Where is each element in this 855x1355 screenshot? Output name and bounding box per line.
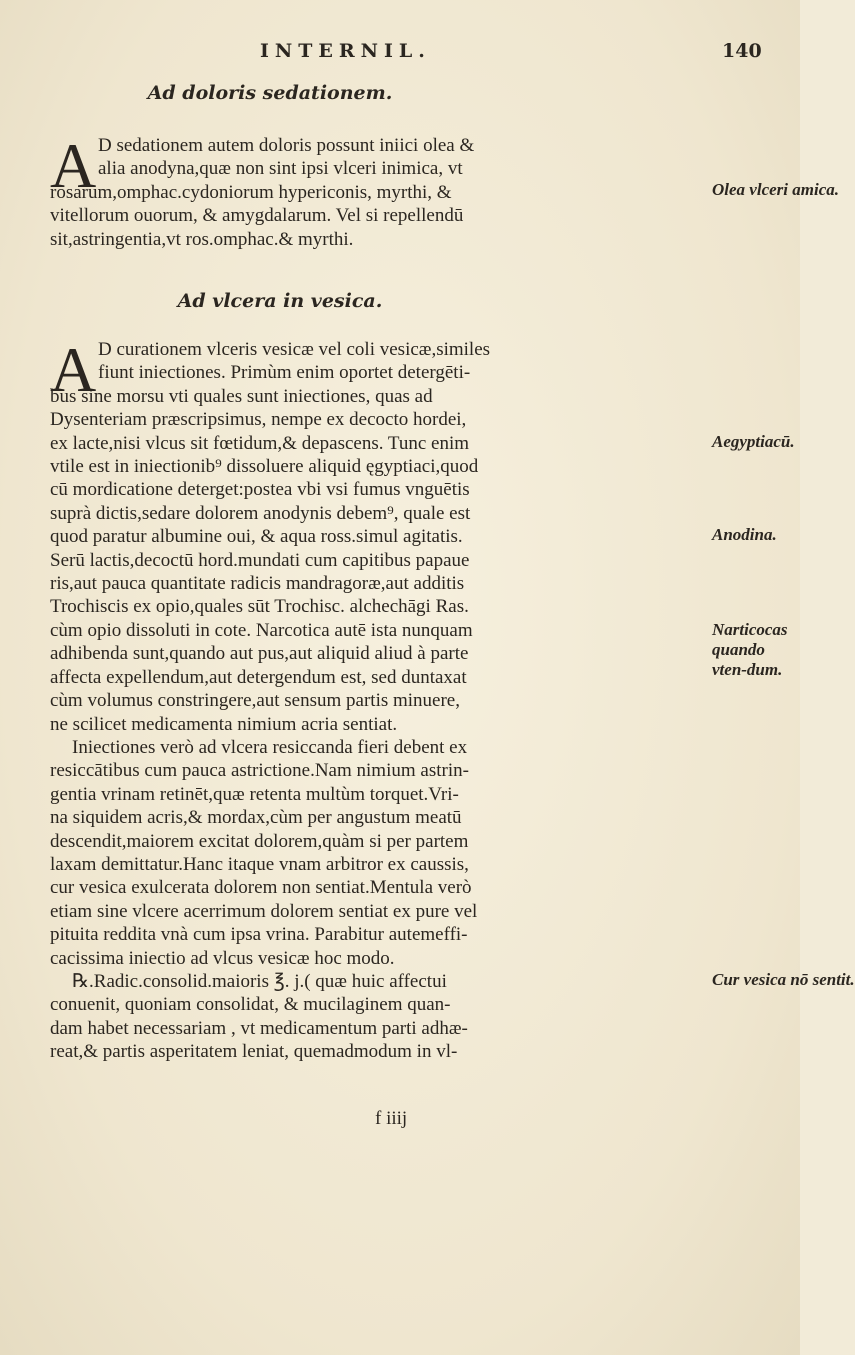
recipe-line: ℞.Radic.consolid.maioris ℥. j.( quæ huic affectui <box>72 970 447 992</box>
text-line: etiam sine vlcere acerrimum dolorem sentiat ex pure vel <box>50 900 478 922</box>
text-line: na siquidem acris,& mordax,cùm per angustum meatū <box>50 807 462 829</box>
text-line: affecta expellendum,aut detergendum est, sed duntaxat <box>50 666 467 688</box>
margin-note-olea: Olea vlceri amica. <box>712 180 839 199</box>
text-line: adhibenda sunt,quando aut pus,aut aliquid aliud à parte <box>50 643 469 665</box>
recipe-line: dam habet necessariam , vt medicamentum parti adhæ- <box>50 1017 468 1039</box>
text-line: ne scilicet medicamenta nimium acria sentiat. <box>50 713 398 735</box>
text-line: gentia vrinam retinēt,quæ retenta multùm torquet.Vri- <box>50 783 459 805</box>
margin-note-aegyptiacum: Aegyptiacū. <box>712 432 795 451</box>
dropcap-1: A <box>50 130 97 201</box>
text-line: bus sine morsu vti quales sunt iniectiones, quas ad <box>50 385 433 407</box>
margin-note-narticocas: Narticocas quando vten-dum. <box>712 620 788 679</box>
signature-mark: f iiij <box>375 1108 408 1129</box>
text-line: rosarum,omphac.cydoniorum hypericonis, myrthi, & <box>50 181 452 203</box>
text-line: cùm volumus constringere,aut sensum partis minuere, <box>50 690 460 712</box>
text-line: ris,aut pauca quantitate radicis mandragoræ,aut additis <box>50 573 465 595</box>
margin-note-anodina: Anodina. <box>712 525 777 544</box>
margin-note-cur-vesica: Cur vesica nō sentit. <box>712 970 855 989</box>
recipe-line: conuenit, quoniam consolidat, & mucilaginem quan- <box>50 994 451 1016</box>
section-2-text <box>50 334 690 1064</box>
dropcap-2: A <box>50 334 97 405</box>
text-line: vitellorum ouorum, & amygdalarum. Vel si repellendū <box>50 205 464 227</box>
text-line: cū mordicatione deterget:postea vbi vsi fumus vnguētis <box>50 479 470 501</box>
text-line: laxam demittatur.Hanc itaque vnam arbitror ex caussis, <box>50 853 469 875</box>
section-1-text <box>50 130 690 251</box>
text-line: suprà dictis,sedare dolorem anodynis debem⁹, quale est <box>50 502 471 524</box>
page-number: 140 <box>722 40 762 62</box>
text-line: cur vesica exulcerata dolorem non sentiat.Mentula verò <box>50 877 472 899</box>
text-line: alia anodyna,quæ non sint ipsi vlceri inimica, vt <box>98 158 463 180</box>
text-line: Trochiscis ex opio,quales sūt Trochisc. alchechāgi Ras. <box>50 596 469 618</box>
text-line: ex lacte,nisi vlcus sit fœtidum,& depascens. Tunc enim <box>50 432 470 454</box>
text-line: D curationem vlceris vesicæ vel coli vesicæ,similes <box>98 339 491 360</box>
text-line: pituita reddita vnà cum ipsa vrina. Parabitur autemeffi- <box>50 924 468 946</box>
text-line: descendit,maiorem excitat dolorem,quàm si per partem <box>50 830 469 852</box>
text-line: Serū lactis,decoctū hord.mundati cum capitibus papaue <box>50 549 470 571</box>
text-line: Dysenteriam præscripsimus, nempe ex decocto hordei, <box>50 409 467 431</box>
running-head: INTERNIL. <box>260 40 431 62</box>
text-line: cùm opio dissoluti in cote. Narcotica autē ista nunquam <box>50 619 473 641</box>
text-line: sit,astringentia,vt ros.omphac.& myrthi. <box>50 228 354 250</box>
section-heading-2: Ad vlcera in vesica. <box>177 290 383 312</box>
text-line: fiunt iniectiones. Primùm enim oportet detergēti- <box>98 362 471 384</box>
text-line: Iniectiones verò ad vlcera resiccanda fieri debent ex <box>72 736 468 758</box>
text-line: vtile est in iniectionib⁹ dissoluere aliquid ęgyptiaci,quod <box>50 456 479 478</box>
text-line: cacissima iniectio ad vlcus vesicæ hoc modo. <box>50 947 395 969</box>
section-heading-1: Ad doloris sedationem. <box>147 82 393 104</box>
text-line: quod paratur albumine oui, & aqua ross.simul agitatis. <box>50 526 463 548</box>
recipe-line: reat,& partis asperitatem leniat, quemadmodum in vl- <box>50 1041 458 1063</box>
text-line: resiccātibus cum pauca astrictione.Nam nimium astrin- <box>50 760 469 782</box>
text-line: D sedationem autem doloris possunt iniici olea & <box>98 135 475 156</box>
